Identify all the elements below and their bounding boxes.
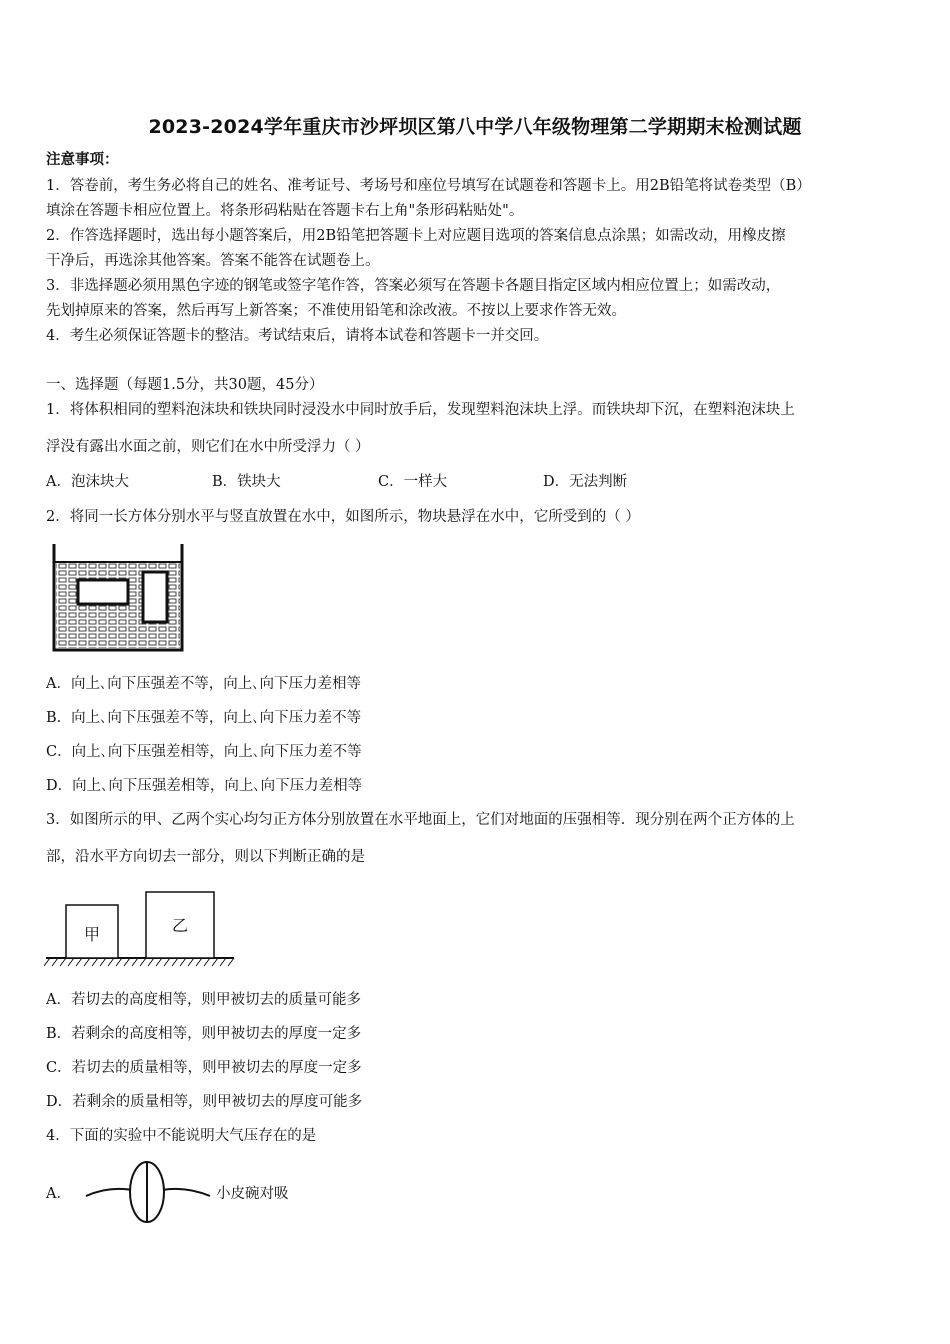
notice-line: 2．作答选择题时，选出每小题答案后，用2B铅笔把答题卡上对应题目选项的答案信息点涂黑；如需改动，用橡皮擦	[46, 228, 786, 244]
q2-option-b: B．向上､向下压强差不等，向上､向下压力差不等	[46, 710, 362, 726]
page-title: 2023-2024学年重庆市沙坪坝区第八中学八年级物理第二学期期末检测试题	[148, 116, 802, 138]
notice-line: 先划掉原来的答案，然后再写上新答案；不准使用铅笔和涂改液。不按以上要求作答无效。	[46, 303, 626, 319]
q3-stem-line2: 部，沿水平方向切去一部分，则以下判断正确的是	[46, 849, 365, 865]
vertical-block	[143, 572, 167, 622]
q3-option-d: D．若剩余的质量相等，则甲被切去的厚度可能多	[46, 1094, 363, 1110]
q2-option-d: D．向上､向下压强差相等，向上､向下压力差相等	[46, 778, 363, 794]
notice-line: 填涂在答题卡相应位置上。将条形码粘贴在答题卡右上角"条形码粘贴处"。	[46, 203, 524, 219]
water-tank-figure	[48, 542, 188, 654]
q1-stem-line1: 1．将体积相同的塑料泡沫块和铁块同时浸没水中同时放手后，发现塑料泡沫块上浮。而铁块却下沉，在塑料泡沫块上	[46, 402, 795, 418]
q4-option-a-letter: A．	[46, 1186, 71, 1202]
q1-option-c: C．一样大	[378, 474, 448, 490]
notice-line: 3．非选择题必须用黑色字迹的钢笔或签字笔作答，答案必须写在答题卡各题目指定区域内相应位置上；如需改动，	[46, 278, 781, 294]
q1-stem-line2: 浮没有露出水面之前，则它们在水中所受浮力（ ）	[46, 439, 370, 455]
q1-option-a: A．泡沫块大	[46, 474, 129, 490]
q3-option-a: A．若切去的高度相等，则甲被切去的质量可能多	[46, 992, 361, 1008]
left-handle	[86, 1189, 132, 1196]
q4-option-a-caption: 小皮碗对吸	[216, 1186, 289, 1202]
q1-option-b: B．铁块大	[212, 474, 281, 490]
ground-hatching	[44, 958, 234, 966]
notice-heading: 注意事项：	[46, 151, 119, 168]
q3-stem-line1: 3．如图所示的甲、乙两个实心均匀正方体分别放置在水平地面上，它们对地面的压强相等．现分别在两个正方体的上	[46, 812, 795, 828]
q1-option-d: D．无法判断	[543, 474, 628, 490]
cube-yi-label: 乙	[171, 916, 189, 935]
right-handle	[162, 1189, 210, 1196]
q3-option-b: B．若剩余的高度相等，则甲被切去的厚度一定多	[46, 1026, 362, 1042]
q2-option-a: A．向上､向下压强差不等，向上､向下压力差相等	[46, 676, 361, 692]
suction-cups-figure	[82, 1158, 212, 1226]
q3-option-c: C．若切去的质量相等，则甲被切去的厚度一定多	[46, 1060, 362, 1076]
notice-line: 1．答卷前，考生务必将自己的姓名、准考证号、考场号和座位号填写在试题卷和答题卡上。用2B铅笔将试卷类型（B）	[46, 178, 811, 194]
q2-stem: 2．将同一长方体分别水平与竖直放置在水中，如图所示，物块悬浮在水中，它所受到的（ ）	[46, 509, 640, 525]
horizontal-block	[78, 580, 128, 604]
notice-line: 4．考生必须保证答题卡的整洁。考试结束后，请将本试卷和答题卡一并交回。	[46, 328, 549, 344]
cube-jia-label: 甲	[83, 925, 101, 944]
section-heading: 一、选择题（每题1.5分，共30题，45分）	[46, 377, 324, 393]
q4-stem: 4．下面的实验中不能说明大气压存在的是	[46, 1128, 317, 1144]
q2-option-c: C．向上､向下压强差相等，向上､向下压力差不等	[46, 744, 362, 760]
cubes-figure	[44, 886, 238, 970]
notice-line: 干净后，再选涂其他答案。答案不能答在试题卷上。	[46, 253, 380, 269]
